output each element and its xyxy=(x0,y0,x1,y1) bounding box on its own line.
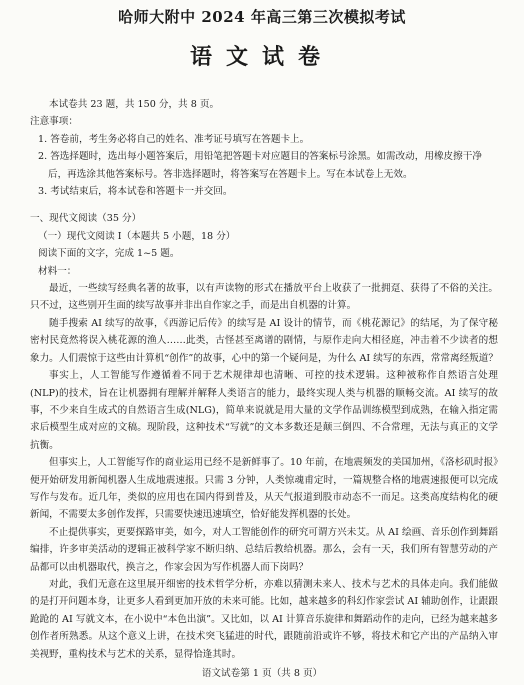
passage-paragraph: 不止提供事实，更要探路审美，如今，对人工智能创作的研究可谓方兴未艾。从 AI 绘画、音乐创作到舞蹈编排，许多审美活动的逻辑正被科学家不断归纳、总结后教给机器。那么，会有一天，我们所有智慧劳动的产品都可以由机器取代，换言之，作家会因为写作机器人而下岗吗？ xyxy=(30,526,498,573)
passage-paragraph: 最近，一些续写经典名著的故事，以有声读物的形式在播放平台上收获了一批拥趸、获得了不俗的关注。只不过，这些别开生面的续写故事并非出自作家之手，而是出自机器的计算。 xyxy=(30,283,498,312)
note-item: 3. 考试结束后，将本试卷和答题卡一并交回。 xyxy=(38,186,233,198)
passage-paragraph: 事实上，人工智能写作遵循着不同于艺术规律却也清晰、可控的技术逻辑。这种被称作自然语言处理(NLP)的技术，旨在让机器拥有理解并解释人类语言的能力，最终实现人类与机器的顺畅交流。AI 续写的故事，不少来自生成式的自然语言生成(NLG)，简单来说就是用大量的文学作品训练模型到成熟，在输入指定需求后模型生成对应的文稿。现阶段，这种技术“写就”的文本多数还是颠三倒四、不合常理，无法与真正的文学抗衡。 xyxy=(30,370,498,451)
spacer xyxy=(30,200,498,210)
section-heading: 一、现代文阅读（35 分） xyxy=(30,213,142,225)
passage-paragraph: 随手搜索 AI 续写的故事，《西游记后传》的续写是 AI 设计的情节，而《桃花源记》的结尾，为了保守秘密村民竟然将误入桃花源的渔人……此类，古怪甚至离谱的剧情，与原作走向大相径庭，冲击着不少读者的想象力。人们震惊于这些由计算机“创作”的故事，心中的第一个疑问是，为什么 AI 续写的东西，常常离经叛道？ xyxy=(30,317,498,364)
notes-label: 注意事项： xyxy=(30,116,78,128)
exam-summary: 本试卷共 23 题，共 150 分，共 8 页。 xyxy=(49,99,220,110)
document-title: 语文试卷 xyxy=(189,44,334,70)
note-item: 1. 答卷前，考生务必将自己的姓名、准考证号填写在答题卡上。 xyxy=(38,133,310,145)
reading-instruction: 阅读下面的文字，完成 1~5 题。 xyxy=(38,248,180,260)
material-label: 材料一： xyxy=(38,265,77,277)
passage-paragraph: 对此，我们无意在这里展开细密的技术哲学分析，亦难以猜测未来人、技术与艺术的具体走向。我们能做的是打开问题本身，让更多人看到更加开放的未来可能。比如，越来越多的科幻作家尝试 AI 辅助创作，让跟跟跄跄的 AI 写就文本，在小说中“本色出演”。又比如，以 AI 计算音乐旋律和舞蹈动作的走向，已经为越来越多创作者所熟悉。从这个意义上讲，在技术突飞猛进的时代，跟随前沿或许不够，将技术和它产出的产品纳入审美视野，重构技术与艺术的关系，显得恰逢其时。 xyxy=(30,578,498,660)
exam-content xyxy=(30,96,498,663)
subsection-heading: （一）现代文阅读 I（本题共 5 小题，18 分） xyxy=(38,230,236,242)
note-item: 2. 答选择题时，选出每小题答案后，用铅笔把答题卡对应题目的答案标号涂黑。如需改动，用橡皮擦干净后，再选涂其他答案标号。答非选择题时，将答案写在答题卡上。写在本试卷上无效。 xyxy=(38,151,482,180)
passage-paragraph: 但事实上，人工智能写作的商业运用已经不是新鲜事了。10 年前，在地震频发的美国加州，《洛杉矶时报》便开始研发用新闻机器人生成地震速报。只需 3 分钟，人类惊魂甫定时，一篇规整合格的地震速报便可以完成写作与发布。近几年，类似的应用也在国内得到普及，从天气报道到股市动态不一而足。这类高度结构化的硬新闻，不需要太多创作发挥，只需要快速迅速填空，恰好能发挥机器的长处。 xyxy=(30,457,498,521)
school-title: 哈师大附中 2024 年高三第三次模拟考试 xyxy=(118,8,406,26)
page-footer: 语文试卷第 1 页（共 8 页） xyxy=(201,668,323,679)
